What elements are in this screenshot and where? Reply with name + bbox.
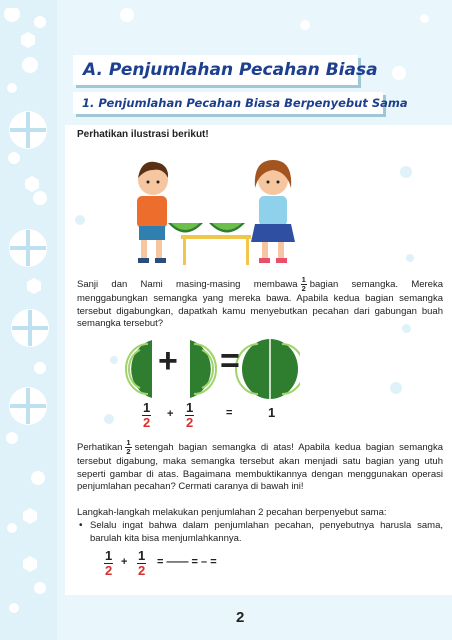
watermelon-halves-illustration bbox=[120, 338, 300, 400]
story-text-b: bagian semangka. Mereka menggabungkan semangka yang mereka bawa. Apabila kedua bagian semangka tersebut digabungkan, dapatkah kamu menyebutkan pecahan dari gabungan buah semangka tersebut? bbox=[77, 279, 443, 330]
kids-watermelon-illustration bbox=[123, 150, 313, 270]
section-title-text: A. Penjumlahan Pecahan Biasa bbox=[83, 60, 378, 80]
sidebar-decoration bbox=[0, 8, 57, 640]
left-sidebar bbox=[0, 0, 57, 640]
fraction-numerator: 1 bbox=[186, 400, 194, 415]
fraction-denominator: 2 bbox=[186, 415, 194, 430]
section-subtitle bbox=[73, 92, 408, 114]
steps-intro: Langkah-langkah melakukan penjumlahan 2 pecahan berpenyebut sama: bbox=[77, 507, 387, 518]
story-text-a: Sanji dan Nami masing-masing membawa bbox=[77, 279, 298, 291]
bullet-mark: • bbox=[79, 520, 83, 531]
bubble bbox=[110, 356, 118, 364]
fraction-numerator: 1 bbox=[126, 438, 131, 447]
fraction-denominator: 2 bbox=[143, 415, 151, 430]
bubble bbox=[400, 166, 412, 178]
observe-text-b: setengah bagian semangka di atas! Apabila kedua bagian semangka tersebut digabung, maka semangka tersebut akan menjadi satu bagian yang utuh seperti gambar di atas. Bagaimana membuktikannya dengan menggunakan operasi penjumlahan pecahan? Cermati caranya di bawah ini! bbox=[77, 442, 443, 493]
fraction-numerator: 1 bbox=[301, 275, 306, 284]
bubble bbox=[392, 66, 406, 80]
observe-text-a: Perhatikan bbox=[77, 442, 123, 454]
fraction-half-1 bbox=[142, 401, 151, 430]
story-paragraph bbox=[77, 276, 443, 331]
fraction-half-2 bbox=[185, 401, 194, 430]
bubble bbox=[120, 8, 134, 22]
fraction-inline bbox=[301, 276, 307, 293]
section-subtitle-text: 1. Penjumlahan Pecahan Biasa Berpenyebut Sama bbox=[82, 96, 408, 110]
fraction-numerator: 1 bbox=[105, 548, 113, 563]
equation-tail: = —— = – = bbox=[157, 556, 217, 568]
fraction-numerator: 1 bbox=[138, 548, 146, 563]
bullet-text: Selalu ingat bahwa dalam penjumlahan pecahan, penyebutnya harusla sama, barulah kita bisa menjumlahkannya. bbox=[90, 520, 443, 544]
fraction-inline bbox=[125, 439, 131, 456]
fraction-half-3 bbox=[104, 549, 113, 578]
fraction-denominator: 2 bbox=[105, 563, 113, 578]
bubble bbox=[300, 20, 310, 30]
fraction-denominator: 2 bbox=[138, 563, 146, 578]
equation-result: 1 bbox=[268, 405, 276, 420]
footer-band bbox=[57, 598, 452, 640]
melon-equals-sign: = bbox=[220, 342, 240, 380]
bubble bbox=[390, 382, 402, 394]
melon-plus-sign: + bbox=[158, 342, 178, 380]
bubble bbox=[104, 414, 114, 424]
section-title bbox=[73, 55, 378, 85]
observe-paragraph bbox=[77, 439, 443, 494]
equals-sign: = bbox=[226, 407, 233, 419]
plus-sign: + bbox=[167, 408, 174, 420]
fraction-denominator: 2 bbox=[301, 284, 306, 293]
plus-sign: + bbox=[121, 556, 128, 568]
intro-text: Perhatikan ilustrasi berikut! bbox=[77, 129, 209, 140]
bubble bbox=[406, 254, 414, 262]
fraction-denominator: 2 bbox=[126, 447, 131, 456]
page-number: 2 bbox=[236, 609, 245, 626]
fraction-half-4 bbox=[137, 549, 146, 578]
bubble bbox=[420, 14, 429, 23]
bubble bbox=[75, 215, 85, 225]
fraction-numerator: 1 bbox=[143, 400, 151, 415]
